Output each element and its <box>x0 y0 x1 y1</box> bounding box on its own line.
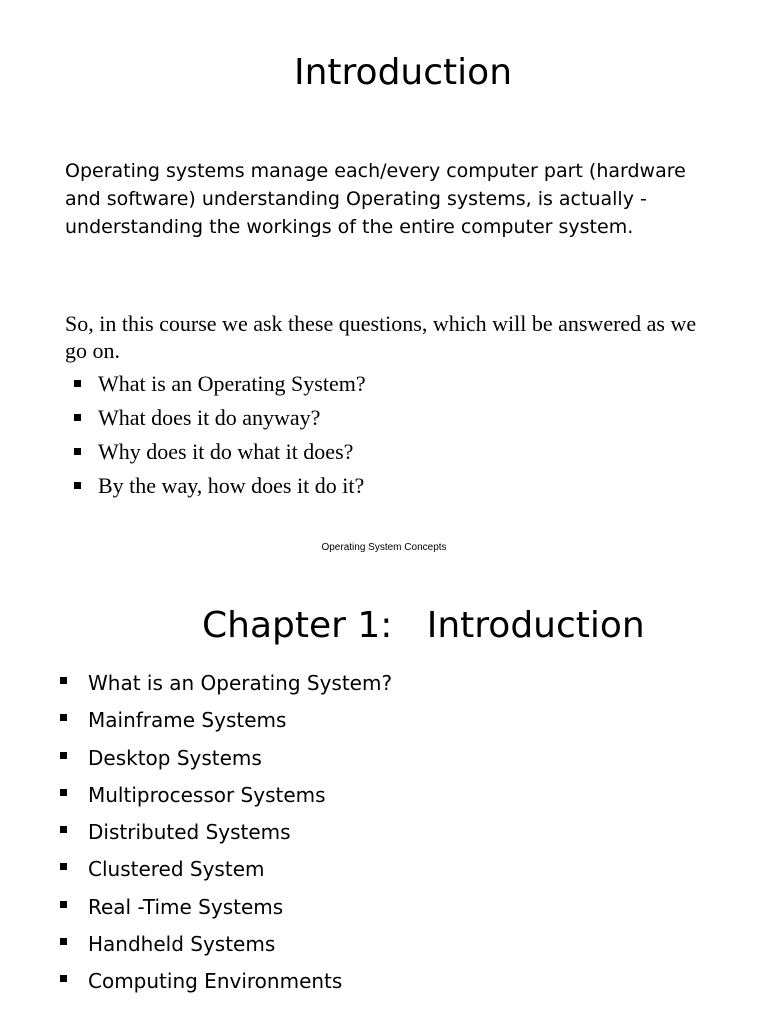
list-item <box>58 889 392 926</box>
question-text: What does it do anyway? <box>98 405 321 430</box>
square-bullet-icon <box>60 901 67 908</box>
list-item <box>74 437 366 471</box>
topic-text: Mainframe Systems <box>88 708 287 733</box>
question-list <box>74 369 366 505</box>
question-text: What is an Operating System? <box>98 371 366 396</box>
square-bullet-icon <box>60 752 67 759</box>
square-bullet-icon <box>74 414 81 421</box>
topic-text: What is an Operating System? <box>88 671 393 695</box>
topic-text: Distributed Systems <box>88 820 291 845</box>
square-bullet-icon <box>60 938 67 945</box>
square-bullet-icon <box>74 448 81 455</box>
slide-chapter-1 <box>0 575 768 1024</box>
list-item <box>74 403 366 437</box>
course-paragraph: So, in this course we ask these questions, which will be answered as we go on. <box>65 311 697 363</box>
slide-footer: Operating System Concepts <box>321 542 447 553</box>
list-item <box>58 777 392 814</box>
question-text: By the way, how does it do it? <box>98 473 365 498</box>
topic-text: Handheld Systems <box>88 932 276 957</box>
list-item <box>58 963 392 1000</box>
slide-title: Chapter 1: Introduction <box>202 605 645 646</box>
slide-title: Introduction <box>294 52 513 93</box>
list-item <box>58 702 392 739</box>
topic-text: Clustered System <box>88 857 265 882</box>
square-bullet-icon <box>60 789 67 796</box>
square-bullet-icon <box>60 677 67 684</box>
topic-text: Multiprocessor Systems <box>88 782 326 807</box>
list-item <box>58 926 392 963</box>
topic-text: Desktop Systems <box>88 745 262 770</box>
topic-text: Real -Time Systems <box>88 894 284 919</box>
question-text: Why does it do what it does? <box>98 439 354 464</box>
list-item <box>58 740 392 777</box>
square-bullet-icon <box>74 380 81 387</box>
list-item <box>74 369 366 403</box>
list-item <box>58 851 392 888</box>
topic-list <box>58 665 392 1001</box>
square-bullet-icon <box>60 863 67 870</box>
square-bullet-icon <box>60 975 67 982</box>
list-item <box>74 471 366 505</box>
square-bullet-icon <box>60 826 67 833</box>
square-bullet-icon <box>74 482 81 489</box>
list-item <box>58 665 392 702</box>
topic-text: Computing Environments <box>88 969 343 994</box>
intro-paragraph: Operating systems manage each/every computer part (hardware and software) understanding Operating systems, is actually - understanding the workings of the entire computer system. <box>65 160 686 238</box>
list-item <box>58 814 392 851</box>
square-bullet-icon <box>60 714 67 721</box>
